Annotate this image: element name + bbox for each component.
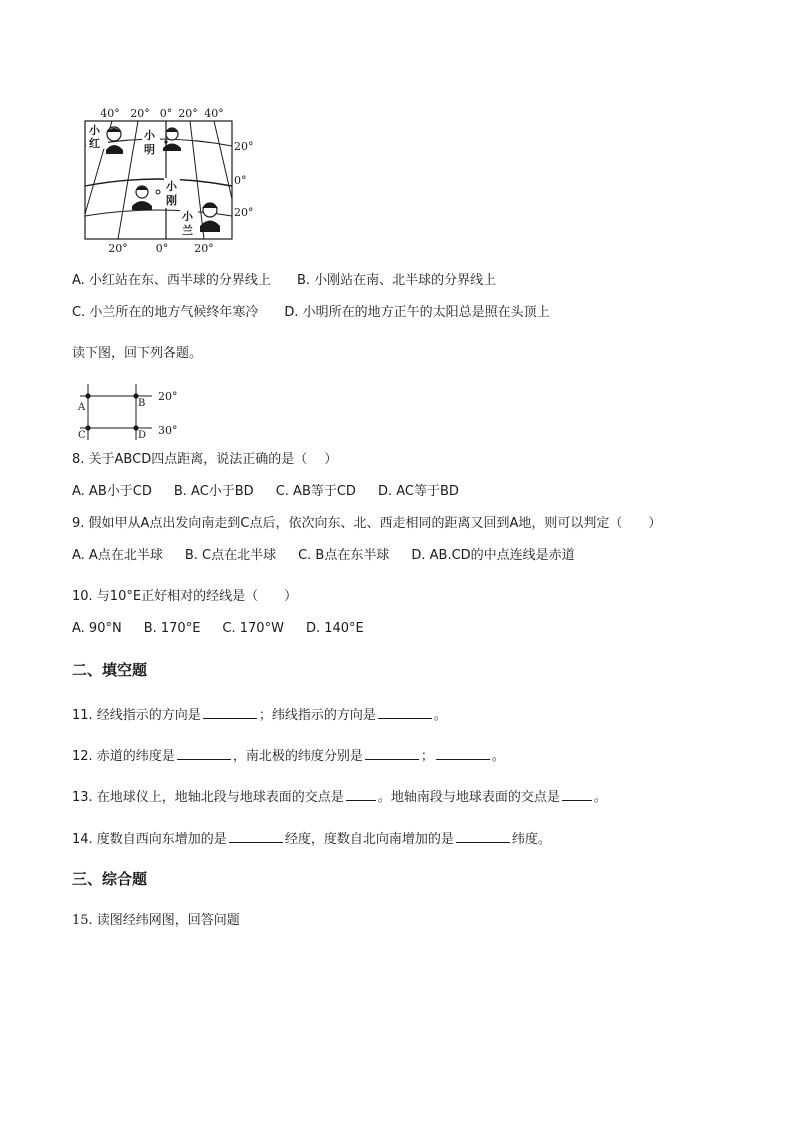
q14-blank-1[interactable] [229, 830, 283, 843]
q7-options-row-2 [72, 305, 572, 321]
q12-blank-1[interactable] [177, 747, 231, 760]
q12-blank-3[interactable] [436, 747, 490, 760]
q12-blank-2[interactable] [365, 747, 419, 760]
q7-options-row-1 [72, 273, 518, 289]
q10-option-a[interactable]: A. 90°N [72, 621, 122, 636]
q8-options [72, 484, 481, 500]
map1-right-label: 20° [234, 206, 254, 219]
q12-line [72, 747, 505, 765]
q11-blank-2[interactable] [378, 706, 432, 719]
q14-text-b: 经度，度数自北向南增加的是 [284, 832, 454, 847]
map1-meridian [214, 121, 232, 199]
map1-right-label: 0° [234, 174, 247, 187]
q13-text-a: 13. 在地球仪上，地轴北段与地球表面的交点是 [72, 790, 344, 805]
map1-top-label: 40° [100, 107, 120, 120]
person-label: 小 [144, 129, 155, 142]
q12-text-d: 。 [491, 749, 505, 764]
lat-label-20: 20° [158, 390, 178, 403]
point-a-marker [85, 393, 90, 398]
q10-option-d[interactable]: D. 140°E [305, 621, 364, 636]
person-xiaohong-figure [86, 123, 123, 154]
q10-options [72, 621, 386, 637]
map1-right-label: 20° [234, 140, 254, 153]
map1-bottom-label: 0° [155, 242, 169, 255]
person-xiaoming-figure [142, 128, 181, 156]
q12-text-a: 12. 赤道的纬度是 [72, 749, 175, 764]
map1-top-label: 20° [178, 107, 198, 120]
q10-option-b[interactable]: B. 170°E [143, 621, 201, 636]
section-fill-in-title: 二、填空题 [72, 661, 148, 679]
q14-text-c: 纬度。 [511, 832, 551, 847]
q7-option-c[interactable]: C. 小兰所在的地方气候终年寒冷 [72, 305, 259, 320]
q11-text-c: 。 [433, 708, 447, 723]
q7-option-d[interactable]: D. 小明所在的地方正午的太阳总是照在头顶上 [284, 305, 550, 320]
person-xiaogang-figure [132, 178, 180, 210]
person-label: 明 [144, 143, 155, 156]
person-label: 小 [182, 210, 193, 223]
person-label: 兰 [182, 224, 193, 237]
point-d-label: D [138, 430, 147, 441]
person-label: 刚 [166, 194, 177, 207]
q14-text-a: 14. 度数自西向东增加的是 [72, 832, 227, 847]
person-label: 小 [166, 180, 177, 193]
q13-text-c: 。 [593, 790, 607, 805]
q8-option-d[interactable]: D. AC等于BD [377, 484, 459, 499]
point-b-label: B [138, 398, 146, 409]
group-intro-text: 读下图，回下列各题。 [72, 346, 203, 361]
q15-stem: 15. 读图经纬网图，回答问题 [72, 913, 240, 928]
q7-option-b[interactable]: B. 小刚站在南、北半球的分界线上 [296, 273, 497, 288]
q14-blank-2[interactable] [456, 830, 510, 843]
map1-top-label: 20° [130, 107, 150, 120]
lat-label-30: 30° [158, 424, 178, 437]
q12-text-b: ，南北极的纬度分别是 [232, 749, 363, 764]
q9-option-d[interactable]: D. AB.CD的中点连线是赤道 [411, 548, 575, 563]
q8-option-c[interactable]: C. AB等于CD [275, 484, 356, 499]
q10-stem: 10. 与10°E正好相对的经线是（ ） [72, 589, 298, 604]
q10-option-c[interactable]: C. 170°W [222, 621, 284, 636]
q11-line [72, 706, 447, 724]
q14-line [72, 830, 551, 848]
map1-equator [85, 179, 232, 186]
abcd-grid-figure [74, 384, 190, 442]
person-label: 红 [89, 137, 100, 150]
q9-option-a[interactable]: A. A点在北半球 [72, 548, 163, 563]
map1-bottom-label: 20° [194, 242, 214, 255]
q9-option-b[interactable]: B. C点在北半球 [184, 548, 277, 563]
section-comprehensive-title: 三、综合题 [72, 870, 148, 888]
graticule-map-figure [80, 104, 266, 256]
q13-blank-2[interactable] [562, 788, 592, 801]
q9-option-c[interactable]: C. B点在东半球 [298, 548, 390, 563]
q7-option-a[interactable]: A. 小红站在东、西半球的分界线上 [72, 273, 271, 288]
point-a-label: A [78, 402, 86, 413]
q13-line [72, 788, 607, 806]
map1-top-label: 40° [204, 107, 224, 120]
q8-option-a[interactable]: A. AB小于CD [72, 484, 152, 499]
q13-text-b: 。地轴南段与地球表面的交点是 [377, 790, 560, 805]
q9-options [72, 548, 597, 564]
person-label: 小 [89, 124, 100, 137]
q8-option-b[interactable]: B. AC小于BD [173, 484, 254, 499]
point-c-label: C [78, 430, 86, 441]
q13-blank-1[interactable] [346, 788, 376, 801]
q12-text-c: ； [420, 749, 434, 764]
point-c-marker [85, 425, 90, 430]
q8-stem: 8. 关于ABCD四点距离，说法正确的是（ ） [72, 452, 338, 467]
q11-text-a: 11. 经线指示的方向是 [72, 708, 201, 723]
map1-bottom-label: 20° [108, 242, 128, 255]
q11-text-b: ；纬线指示的方向是 [258, 708, 376, 723]
q11-blank-1[interactable] [203, 706, 257, 719]
q9-stem: 9. 假如甲从A点出发向南走到C点后，依次向东、北、西走相同的距离又回到A地，则可以判定（ ） [72, 516, 662, 531]
map1-top-label: 0° [159, 107, 173, 120]
